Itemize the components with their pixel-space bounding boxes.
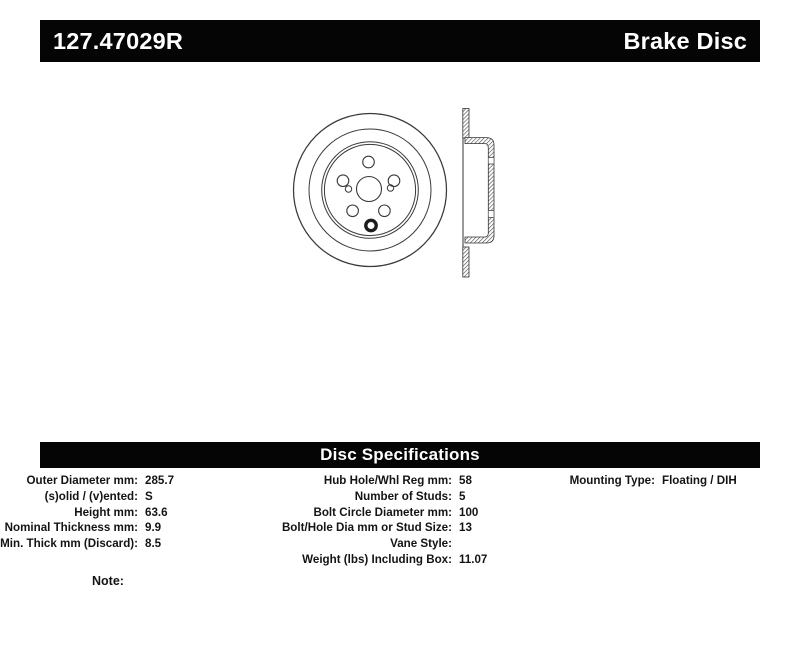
spec-value: 100: [459, 505, 479, 519]
spec-label: Vane Style:: [390, 537, 452, 551]
spec-row: [270, 489, 487, 505]
spec-value: Floating / DIH: [662, 474, 737, 488]
spec-label: Hub Hole/Whl Reg mm:: [323, 474, 452, 488]
friction-ring-section-top: [463, 109, 469, 139]
spec-label: Nominal Thickness mm:: [4, 521, 138, 535]
spec-value: 8.5: [145, 537, 162, 551]
part-number: 127.47029R: [53, 27, 184, 54]
spec-value: 11.07: [459, 552, 488, 566]
disc-side-view: [463, 109, 494, 278]
spec-column-left: [0, 473, 174, 551]
spec-label: Outer Diameter mm:: [26, 474, 138, 488]
spec-value: 63.6: [145, 505, 168, 519]
spec-value: 58: [459, 474, 472, 488]
hub-center-hole: [357, 177, 382, 202]
braking-surface-inner-edge: [309, 129, 431, 251]
spec-row: [270, 551, 487, 567]
spec-value: S: [145, 490, 153, 504]
spec-label: Mounting Type:: [569, 474, 655, 488]
spec-row: [0, 504, 174, 520]
brake-disc-drawing: [280, 95, 510, 290]
note-label: Note:: [92, 574, 124, 588]
spec-label: Min. Thick mm (Discard):: [0, 537, 138, 551]
spec-value: 9.9: [145, 521, 162, 535]
stud-hole: [379, 205, 391, 217]
spec-row: [270, 473, 487, 489]
stud-hole: [347, 205, 359, 217]
spec-column-right: [530, 473, 737, 489]
spec-title: Disc Specifications: [320, 445, 480, 464]
spec-row: [530, 473, 737, 489]
spec-label: Number of Studs:: [354, 490, 452, 504]
disc-front-view: [294, 114, 447, 267]
spec-row: [270, 520, 487, 536]
spec-title-bar: [40, 442, 760, 468]
spec-label: (s)olid / (v)ented:: [44, 490, 138, 504]
spec-row: [270, 504, 487, 520]
spec-value: 13: [459, 521, 472, 535]
spec-row: [0, 520, 174, 536]
spec-row: [0, 489, 174, 505]
friction-ring-section-bottom: [463, 247, 469, 277]
stud-hole: [337, 175, 349, 187]
pin-hole: [345, 186, 351, 192]
spec-row: [270, 536, 487, 552]
spec-column-middle: [270, 473, 487, 567]
spec-label: Bolt Circle Diameter mm:: [313, 505, 452, 519]
hat-section: [465, 138, 494, 243]
stud-hole: [363, 156, 375, 168]
spec-value: 5: [459, 490, 466, 504]
adjuster-hole: [366, 220, 376, 230]
spec-label: Weight (lbs) Including Box:: [302, 552, 452, 566]
spec-row: [0, 473, 174, 489]
product-type-title: Brake Disc: [623, 27, 747, 54]
spec-value: 285.7: [145, 474, 175, 488]
spec-label: Height mm:: [74, 505, 138, 519]
spec-row: [0, 536, 174, 552]
header-bar: [40, 20, 760, 62]
disc-outer-edge: [294, 114, 447, 267]
spec-label: Bolt/Hole Dia mm or Stud Size:: [281, 521, 452, 535]
